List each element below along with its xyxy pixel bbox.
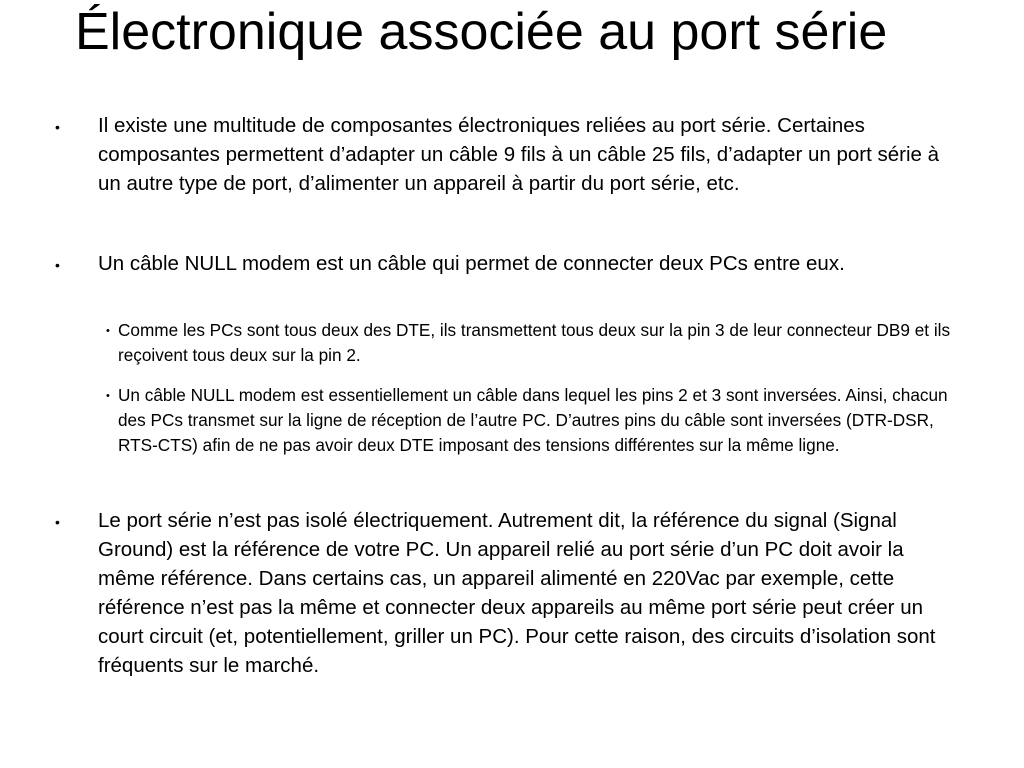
bullet-text: Il existe une multitude de composantes électroniques reliées au port série. Certaines composantes permettent d’adapter un câble 9 fils à un câble 25 fils, d’adapter un port série à un autre type de port, d’alimenter un appareil à partir du port série, etc. <box>98 114 940 195</box>
bullet-dot-icon: • <box>55 119 60 135</box>
bullet-dot-icon: • <box>55 514 60 530</box>
bullet-dot-icon: • <box>106 325 110 337</box>
bullet-text: Le port série n’est pas isolé électriquement. Autrement dit, la référence du signal (Signal Ground) est la référence de votre PC. Un appareil relié au port série d’un PC doit avoir la même référence. Dans certains cas, un appareil alimenté en 220Vac par exemple, cette référence n’est pas la même et connecter deux appareils au même port série peut créer un court circuit (et, potentiellement, griller un PC). Pour cette raison, des circuits d’isolation sont fréquents sur le marché. <box>98 509 936 677</box>
sub-bullet-item <box>106 318 968 368</box>
bullet-dot-icon: • <box>106 390 110 402</box>
sub-bullet-text: Un câble NULL modem est essentiellement un câble dans lequel les pins 2 et 3 sont inversées. Ainsi, chacun des PCs transmet sur la ligne de réception de l’autre PC. D’autres pins du câble sont inversées (DTR-DSR, RTS-CTS) afin de ne pas avoir deux DTE imposant des tensions différentes sur la même ligne. <box>118 385 948 455</box>
slide-title: Électronique associée au port série <box>75 3 888 61</box>
bullet-text: Un câble NULL modem est un câble qui permet de connecter deux PCs entre eux. <box>98 252 845 275</box>
sub-bullet-text: Comme les PCs sont tous deux des DTE, ils transmettent tous deux sur la pin 3 de leur connecteur DB9 et ils reçoivent tous deux sur la pin 2. <box>118 320 951 365</box>
sub-bullet-item <box>106 383 968 458</box>
bullet-item <box>55 506 958 680</box>
bullet-item <box>55 111 958 198</box>
bullet-dot-icon: • <box>55 257 60 273</box>
bullet-item <box>55 249 958 278</box>
